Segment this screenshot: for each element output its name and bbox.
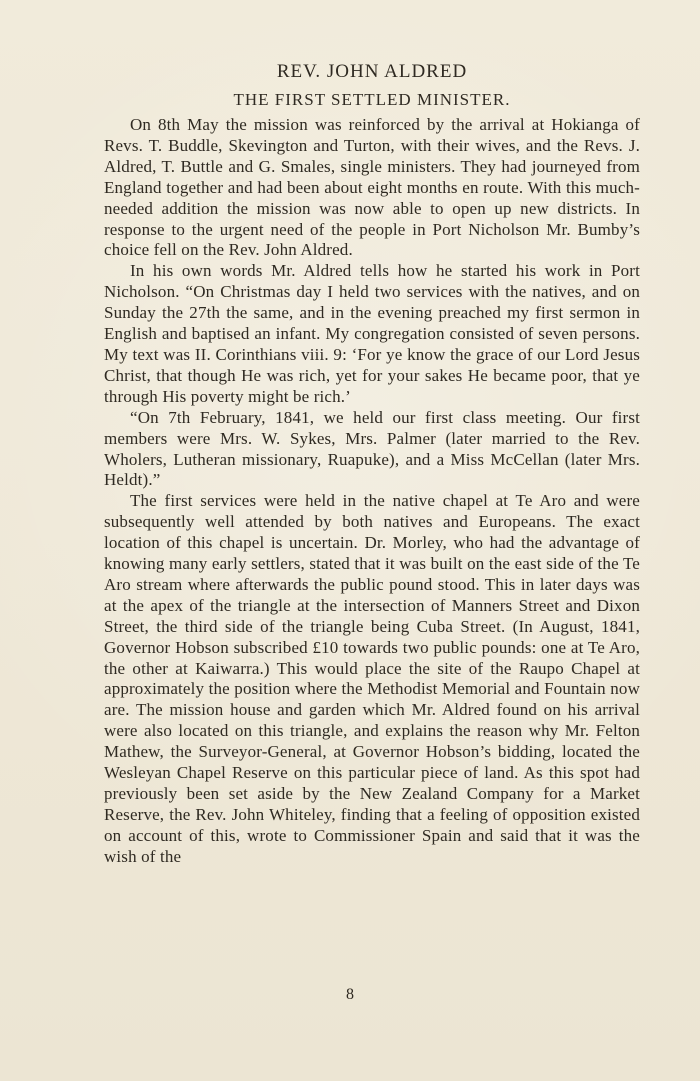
page-header <box>104 60 640 112</box>
paragraph: In his own words Mr. Aldred tells how he started his work in Port Nicholson. “On Christmas day I held two services with the natives, and on Sunday the 27th the same, and in the evening preached my first sermon in English and baptised an infant. My congregation consisted of seven persons. My text was II. Corinthians viii. 9: ‘For ye know the grace of our Lord Jesus Christ, that though He was rich, yet for your sakes He became poor, that ye through His poverty might be rich.’ <box>104 261 640 406</box>
paragraph: On 8th May the mission was reinforced by the arrival at Hokianga of Revs. T. Buddle, Skevington and Turton, with their wives, and the Revs. J. Aldred, T. Buttle and G. Smales, single ministers. They had journeyed from England together and had been about eight months en route. With this much-needed addition the mission was now able to open up new districts. In response to the urgent need of the people in Port Nicholson Mr. Bumby’s choice fell on the Rev. John Aldred. <box>104 115 640 260</box>
page-title: REV. JOHN ALDRED <box>276 61 468 82</box>
page-subtitle: THE FIRST SETTLED MINISTER. <box>233 90 511 109</box>
paragraph: The first services were held in the native chapel at Te Aro and were subsequently well attended by both natives and Europeans. The exact location of this chapel is uncertain. Dr. Morley, who had the advantage of knowing many early settlers, stated that it was built on the east side of the Te Aro stream where afterwards the public pound stood. This in later days was at the apex of the triangle at the intersection of Manners Street and Dixon Street, the third side of the triangle being Cuba Street. (In August, 1841, Governor Hobson subscribed £10 towards two public pounds: one at Te Aro, the other at Kaiwarra.) This would place the site of the Raupo Chapel at approximately the position where the Methodist Memorial and Fountain now are. The mission house and garden which Mr. Aldred found on his arrival were also located on this triangle, and explains the reason why Mr. Felton Mathew, the Surveyor-General, at Governor Hobson’s bidding, located the Wesleyan Chapel Reserve on this particular piece of land. As this spot had previously been set aside by the New Zealand Company for a Market Reserve, the Rev. John Whiteley, finding that a feeling of opposition existed on account of this, wrote to Commissioner Spain and said that it was the wish of the <box>104 491 640 866</box>
body-text <box>104 115 640 868</box>
page-number: 8 <box>346 986 354 1003</box>
paragraph: “On 7th February, 1841, we held our first class meeting. Our first members were Mrs. W. Sykes, Mrs. Palmer (later married to the Rev. Wholers, Lutheran missionary, Ruapuke), and a Miss McCellan (later Mrs. Heldt).” <box>104 407 640 490</box>
